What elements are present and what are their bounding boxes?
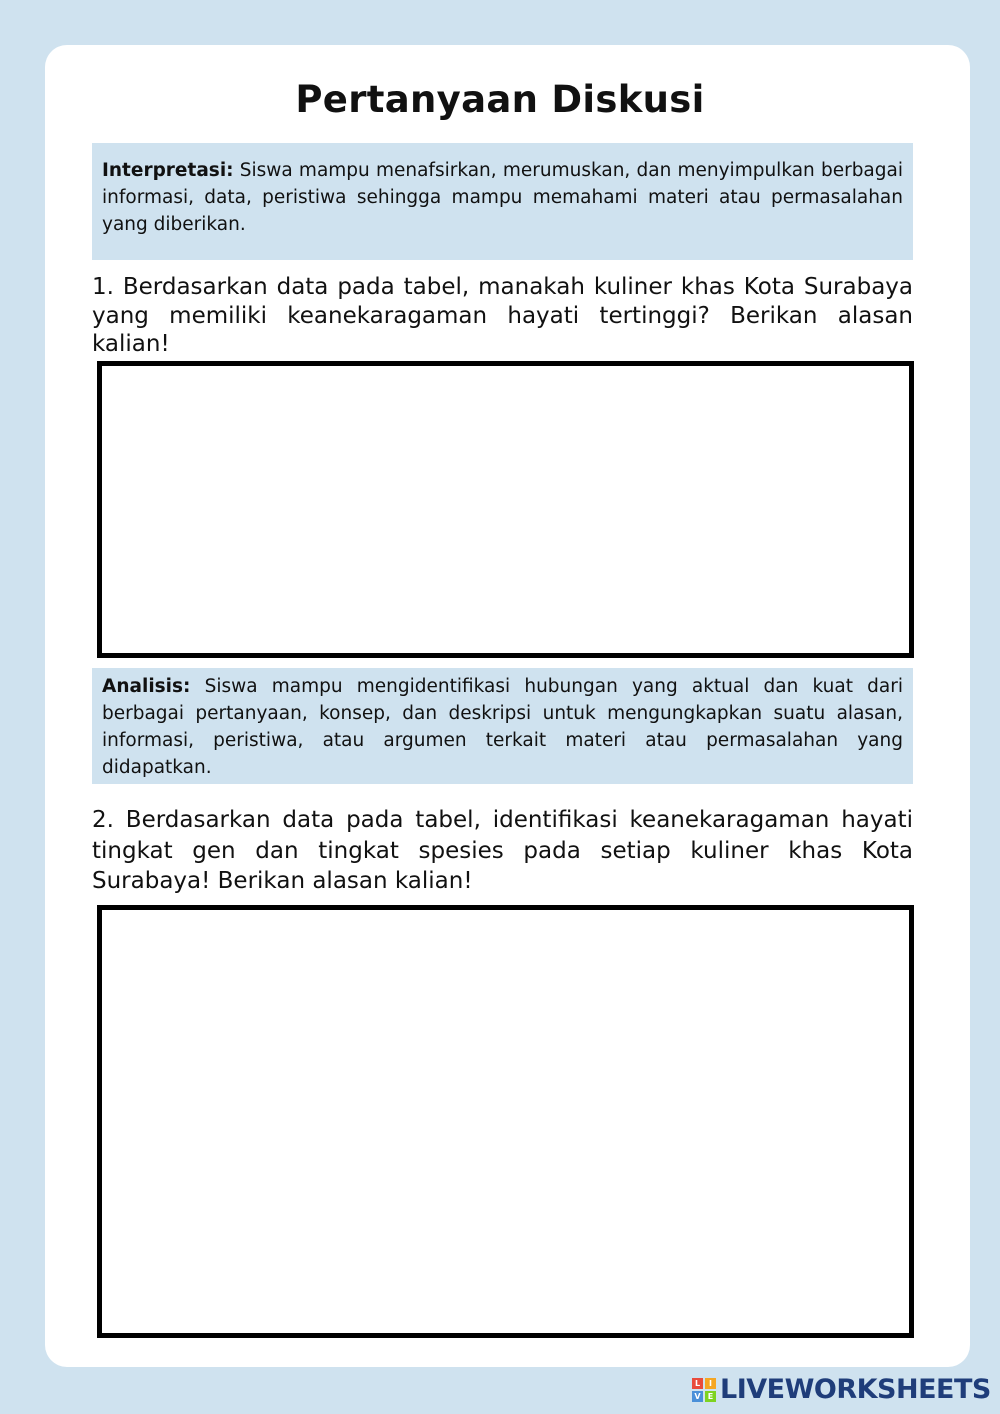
analisis-label: Analisis:: [102, 676, 191, 697]
liveworksheets-logo-icon: [692, 1378, 716, 1402]
question-2-text: 2. Berdasarkan data pada tabel, identifikasi keanekaragaman hayati tingkat gen dan tingkat spesies pada setiap kuliner khas Kota Surabaya! Berikan alasan kalian!: [92, 807, 913, 894]
logo-tile-e: E: [705, 1391, 716, 1402]
logo-tile-v: V: [692, 1391, 703, 1402]
question-1-text: 1. Berdasarkan data pada tabel, manakah kuliner khas Kota Surabaya yang memiliki keanekaragaman hayati tertinggi? Berikan alasan kalian!: [92, 274, 913, 357]
interpretasi-box: [92, 143, 913, 260]
answer-2-input[interactable]: [97, 905, 914, 1338]
interpretasi-text: Siswa mampu menafsirkan, merumuskan, dan menyimpulkan berbagai informasi, data, peristiwa sehingga mampu memahami materi atau permasalahan yang diberikan.: [102, 160, 903, 235]
analisis-box: [92, 668, 913, 784]
answer-1-input[interactable]: [97, 361, 914, 658]
brand-name: LIVEWORKSHEETS: [720, 1374, 991, 1405]
logo-tile-l: L: [692, 1378, 703, 1389]
logo-tile-i: I: [705, 1378, 716, 1389]
analisis-text: Siswa mampu mengidentifikasi hubungan yang aktual dan kuat dari berbagai pertanyaan, konsep, dan deskripsi untuk mengungkapkan suatu alasan, informasi, peristiwa, atau argumen terkait materi atau permasalahan yang didapatkan.: [102, 676, 903, 778]
interpretasi-label: Interpretasi:: [102, 160, 234, 181]
liveworksheets-brand[interactable]: [692, 1374, 991, 1405]
page-title: Pertanyaan Diskusi: [295, 78, 705, 121]
